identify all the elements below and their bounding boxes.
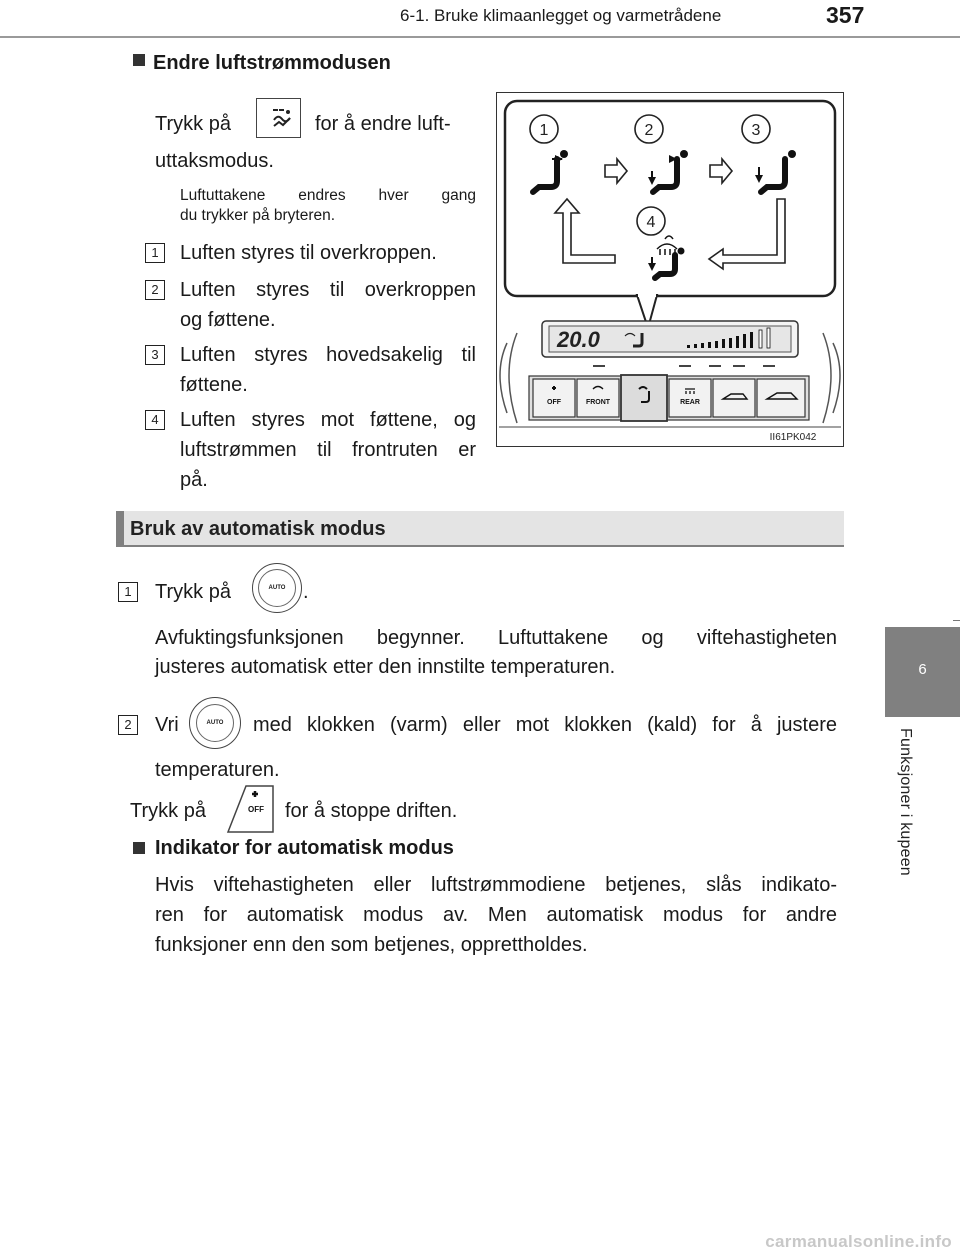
indicator-line-3: funksjoner enn den som betjenes, opprettholdes.: [155, 934, 588, 956]
step-number: 2: [118, 715, 138, 735]
auto-knob-icon: AUTO: [252, 563, 302, 613]
airflow-note-line-1: Luftuttakene endres hver gang: [180, 187, 476, 204]
margin-tick: [953, 620, 960, 621]
panel-button-label: REAR: [680, 399, 700, 406]
airflow-mode-button-icon: [256, 98, 301, 138]
step2-text-before: Vri: [155, 714, 179, 736]
section-accent: [116, 511, 124, 547]
airflow-mode-figure: [496, 92, 844, 447]
section-heading-text: Bruk av automatisk modus: [130, 518, 386, 540]
bullet-square-icon: [133, 54, 145, 66]
panel-button-label: FRONT: [585, 399, 611, 406]
item-number: 4: [145, 410, 165, 430]
item-number: 1: [145, 243, 165, 263]
bullet-square-icon: [133, 842, 145, 854]
callout-label-2: 2: [644, 122, 654, 139]
item-number: 2: [145, 280, 165, 300]
airflow-intro-before: Trykk på: [155, 113, 231, 135]
callout-label-1: 1: [539, 122, 549, 139]
chapter-title: Funksjoner i kupeen: [897, 728, 914, 876]
step1-text-before: Trykk på: [155, 581, 231, 603]
airflow-intro-after-1: for å endre luft-: [315, 113, 451, 135]
indicator-line-2: ren for automatisk modus av. Men automatisk modus for andre: [155, 904, 837, 926]
item-text: Luften styres til overkroppen.: [180, 242, 437, 264]
airflow-note-line-2: du trykker på bryteren.: [180, 207, 336, 224]
item-number: 3: [145, 345, 165, 365]
figure-id: II61PK042: [769, 432, 817, 443]
chapter-tab: [885, 627, 960, 717]
item-text: luftstrømmen til frontruten er: [180, 439, 476, 461]
chapter-number: 6: [918, 661, 927, 678]
step2-line-2: temperaturen.: [155, 759, 280, 781]
item-text: Luften styres til overkroppen: [180, 279, 476, 301]
control-button-row: [529, 375, 809, 421]
indicator-line-1: Hvis viftehastigheten eller luftstrømmodiene betjenes, slås indikato-: [155, 874, 837, 896]
item-text: Luften styres mot føttene, og: [180, 409, 476, 431]
off-button-icon: [226, 784, 274, 834]
step2-text-after: med klokken (varm) eller mot klokken (kald) for å justere: [253, 714, 837, 736]
svg-text:OFF: OFF: [248, 805, 264, 814]
step1-desc-line-1: Avfuktingsfunksjonen begynner. Luftuttakene og viftehastigheten: [155, 627, 837, 649]
panel-button-label: OFF: [547, 399, 561, 406]
item-text: føttene.: [180, 374, 248, 396]
step1-desc-line-2: justeres automatisk etter den innstilte temperaturen.: [155, 656, 616, 678]
header-divider: [0, 36, 960, 38]
auto-mode-section-heading: [116, 511, 844, 547]
callout-label-4: 4: [646, 214, 656, 231]
stop-text-before: Trykk på: [130, 800, 206, 822]
stop-text-after: for å stoppe driften.: [285, 800, 458, 822]
header-section-title: 6-1. Bruke klimaanlegget og varmetrådene: [400, 6, 722, 25]
step-number: 1: [118, 582, 138, 602]
step1-text-after: .: [303, 581, 309, 603]
item-text: Luften styres hovedsakelig til: [180, 344, 476, 366]
item-text: på.: [180, 469, 208, 491]
auto-knob-icon: AUTO: [189, 697, 241, 749]
footer-watermark: carmanualsonline.info: [765, 1232, 952, 1250]
airflow-heading: Endre luftstrømmodusen: [153, 52, 391, 74]
callout-label-3: 3: [751, 122, 761, 139]
page-number: 357: [826, 2, 865, 28]
display-temperature: 20.0: [557, 327, 600, 352]
item-text: og føttene.: [180, 309, 276, 331]
indicator-heading: Indikator for automatisk modus: [155, 837, 454, 859]
airflow-intro-after-2: uttaksmodus.: [155, 150, 274, 172]
